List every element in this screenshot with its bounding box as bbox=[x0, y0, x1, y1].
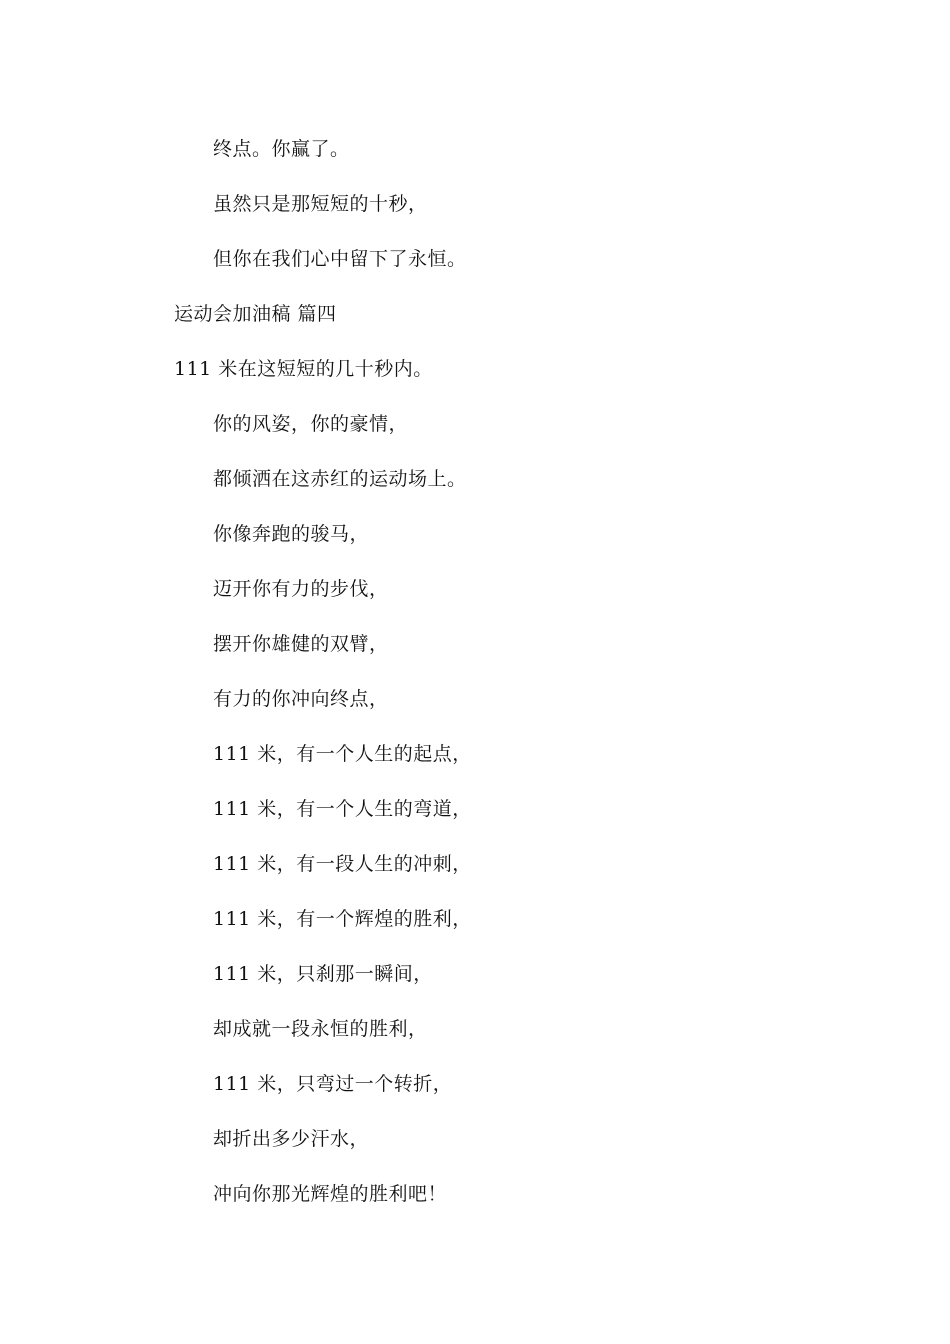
paragraph-line: 终点。你赢了。 bbox=[213, 138, 350, 160]
poem-line: 111 米，只刹那一瞬间， bbox=[213, 963, 433, 985]
paragraph-line: 111 米在这短短的几十秒内。 bbox=[174, 358, 433, 380]
poem-line: 却折出多少汗水， bbox=[213, 1128, 370, 1150]
paragraph-line: 虽然只是那短短的十秒， bbox=[213, 193, 428, 215]
poem-line: 都倾洒在这赤红的运动场上。 bbox=[213, 468, 467, 490]
poem-line: 111 米，有一段人生的冲刺， bbox=[213, 853, 472, 875]
poem-line: 摆开你雄健的双臂， bbox=[213, 633, 389, 655]
poem-line: 111 米，有一个辉煌的胜利， bbox=[213, 908, 472, 930]
poem-line: 111 米，有一个人生的起点， bbox=[213, 743, 472, 765]
poem-line: 却成就一段永恒的胜利， bbox=[213, 1018, 428, 1040]
poem-line: 111 米，只弯过一个转折， bbox=[213, 1073, 453, 1095]
poem-line: 冲向你那光辉煌的胜利吧！ bbox=[213, 1183, 448, 1205]
paragraph-line: 但你在我们心中留下了永恒。 bbox=[213, 248, 467, 270]
poem-line: 你像奔跑的骏马， bbox=[213, 523, 370, 545]
poem-line: 有力的你冲向终点， bbox=[213, 688, 389, 710]
poem-line: 迈开你有力的步伐， bbox=[213, 578, 389, 600]
poem-line: 你的风姿，你的豪情， bbox=[213, 413, 409, 435]
section-heading: 运动会加油稿 篇四 bbox=[174, 303, 337, 325]
poem-line: 111 米，有一个人生的弯道， bbox=[213, 798, 472, 820]
